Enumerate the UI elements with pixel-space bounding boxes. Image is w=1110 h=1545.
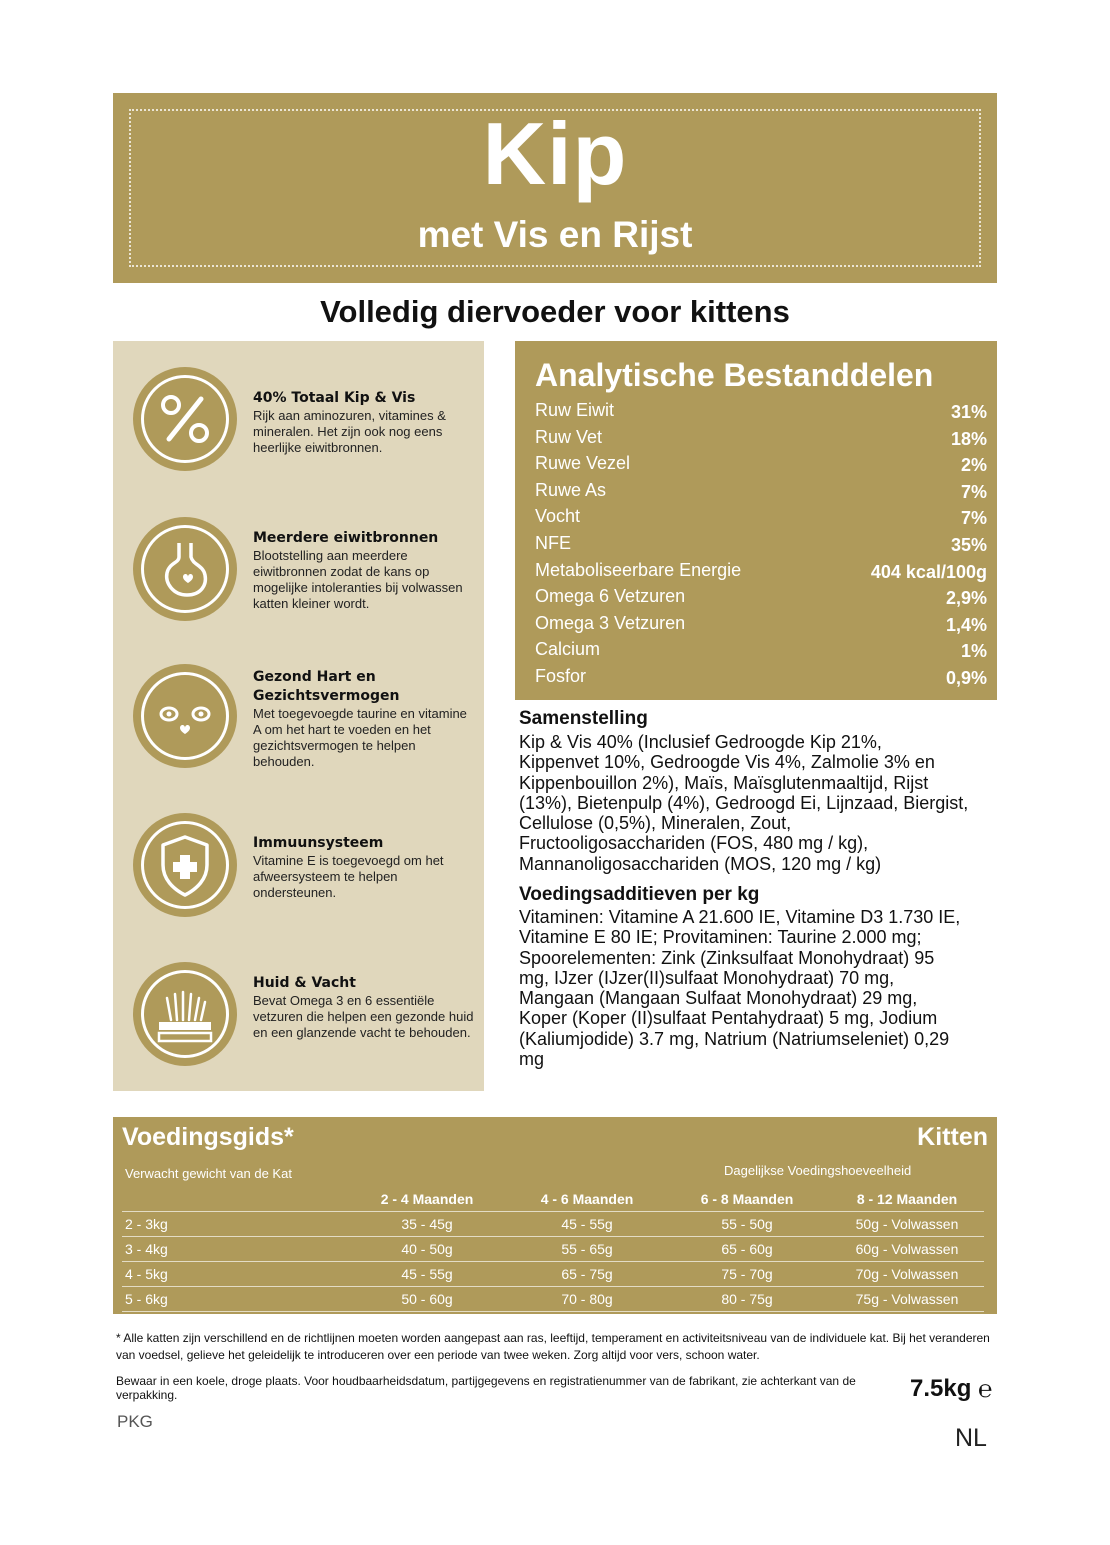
- benefit-item: [113, 813, 484, 923]
- analytic-value: 1%: [960, 641, 987, 662]
- analytic-row: [535, 639, 987, 665]
- guide-row-weight: 5 - 6kg: [125, 1291, 168, 1307]
- percent-icon: [133, 367, 237, 471]
- product-subtitle: met Vis en Rijst: [417, 214, 693, 255]
- additives-line: (Kaliumjodide) 3.7 mg, Natrium (Natriumseleniet) 0,29: [519, 1028, 950, 1049]
- analytic-label: Ruw Vet: [535, 426, 603, 447]
- benefit-item: [113, 517, 484, 627]
- benefit-item: [113, 367, 484, 477]
- analytic-label: NFE: [535, 533, 571, 553]
- additives-line: Vitaminen: Vitamine A 21.600 IE, Vitamine D3 1.730 IE,: [519, 907, 961, 927]
- language-code: NL: [955, 1424, 987, 1452]
- composition-line: Cellulose (0,5%), Mineralen, Zout,: [519, 813, 792, 834]
- benefits-panel: [113, 341, 484, 1091]
- analytic-value: 404 kcal/100g: [870, 561, 987, 582]
- composition-line: Kippenbouillon 2%), Maïs, Maïsglutenmaaltijd, Rijst: [519, 772, 929, 793]
- analytic-label: Ruw Eiwit: [535, 400, 615, 420]
- net-weight: 7.5kg: [910, 1375, 972, 1402]
- analytic-value: 18%: [950, 428, 987, 449]
- shield-cross-icon: [133, 813, 237, 917]
- guide-cell: 75 - 70g: [721, 1266, 773, 1282]
- guide-title: Voedingsgids*: [122, 1123, 294, 1151]
- guide-cell: 40 - 50g: [401, 1241, 453, 1257]
- analytic-label: Fosfor: [535, 666, 587, 686]
- guide-column-header: 4 - 6 Maanden: [540, 1191, 634, 1207]
- analytic-row: [535, 453, 987, 479]
- analytic-label: Vocht: [535, 506, 581, 527]
- guide-column-header: 6 - 8 Maanden: [700, 1191, 794, 1207]
- benefit-item: [113, 664, 484, 774]
- composition-line: Kippenvet 10%, Gedroogde Vis 4%, Zalmolie 3% en: [519, 752, 935, 773]
- composition-line: Mannanoligosacchariden (MOS, 120 mg / kg): [519, 853, 882, 874]
- additives-title: Voedingsadditieven per kg: [519, 884, 760, 905]
- additives-text: [519, 907, 989, 1069]
- guide-cell: 45 - 55g: [401, 1266, 453, 1282]
- guide-expected-label: Verwacht gewicht van de Kat: [125, 1166, 292, 1181]
- analytic-title: Analytische Bestanddelen: [535, 357, 934, 393]
- guide-divider: [122, 1286, 984, 1287]
- analytic-row: [535, 560, 987, 586]
- benefit-title: Gezond Hart en Gezichtsvermogen: [253, 669, 400, 704]
- estimated-sign-icon: ℮: [978, 1375, 993, 1403]
- benefit-item: [113, 962, 484, 1072]
- analytic-row: [535, 533, 987, 559]
- benefit-title: Huid & Vacht: [253, 975, 356, 991]
- guide-cell: 45 - 55g: [561, 1216, 613, 1232]
- benefit-text: Blootstelling aan meerdere eiwitbronnen zodat de kans op mogelijke intoleranties bij volwassen katten kleiner wordt.: [253, 548, 463, 611]
- guide-cell: 55 - 65g: [561, 1241, 613, 1257]
- benefit-title: 40% Totaal Kip & Vis: [253, 390, 416, 406]
- analytic-row: [535, 427, 987, 453]
- guide-row-weight: 2 - 3kg: [125, 1216, 168, 1232]
- guide-column-header: 2 - 4 Maanden: [380, 1191, 474, 1207]
- guide-row-weight: 3 - 4kg: [125, 1241, 168, 1257]
- analytic-label: Omega 3 Vetzuren: [535, 612, 686, 633]
- additives-line: Mangaan (Mangaan Sulfaat Monohydraat) 29 mg,: [519, 988, 918, 1009]
- guide-cell: 50g - Volwassen: [855, 1216, 959, 1232]
- footnote: * Alle katten zijn verschillend en de richtlijnen moeten worden aangepast aan ras, leeftijd, temperament en activiteitsniveau van de individuele kat. Bij het veranderen van voedsel, gelieve het geleidelijk te introduceren over een periode van twee weken. Zorg altijd voor vers, schoon water.: [116, 1331, 990, 1362]
- storage-note: Bewaar in een koele, droge plaats. Voor houdbaarheidsdatum, partijgegevens en registratienummer van de fabrikant, zie achterkant van de verpakking.: [116, 1374, 856, 1402]
- benefit-title: Meerdere eiwitbronnen: [253, 530, 439, 546]
- additives-line: mg: [519, 1049, 545, 1070]
- cat-face-icon: [133, 664, 237, 768]
- analytic-value: 2%: [960, 455, 987, 476]
- analytic-value: 35%: [950, 535, 987, 555]
- analytic-value: 0,9%: [945, 668, 987, 688]
- feeding-guide: [113, 1117, 997, 1314]
- guide-divider: [122, 1261, 984, 1262]
- composition-title: Samenstelling: [519, 708, 648, 729]
- guide-cell: 70 - 80g: [561, 1291, 613, 1307]
- additives-line: Vitamine E 80 IE; Provitaminen: Taurine 2.000 mg;: [519, 927, 922, 948]
- composition-text: [519, 732, 989, 874]
- guide-cell: 55 - 50g: [721, 1216, 773, 1232]
- analytic-row: [535, 613, 987, 639]
- analytic-label: Omega 6 Vetzuren: [535, 586, 686, 607]
- guide-cell: 65 - 60g: [721, 1241, 773, 1257]
- benefit-text: Rijk aan aminozuren, vitamines & mineralen. Het zijn ook nog eens heerlijke eiwitbronnen.: [253, 408, 446, 455]
- guide-cell: 35 - 45g: [401, 1216, 453, 1232]
- analytic-value: 1,4%: [945, 614, 987, 635]
- guide-divider: [122, 1211, 984, 1212]
- guide-row-weight: 4 - 5kg: [125, 1266, 168, 1282]
- analytic-value: 7%: [960, 481, 987, 502]
- analytic-row: [535, 666, 987, 692]
- tagline: Volledig diervoeder voor kittens: [320, 294, 790, 329]
- guide-column-header: 8 - 12 Maanden: [856, 1191, 958, 1207]
- additives-line: Spoorelementen: Zink (Zinksulfaat Monohydraat) 95: [519, 947, 935, 968]
- additives-line: Koper (Koper (II)sulfaat Pentahydraat) 5 mg, Jodium: [519, 1008, 938, 1029]
- analytic-value: 31%: [950, 402, 987, 422]
- guide-cell: 80 - 75g: [721, 1291, 773, 1307]
- composition-line: (13%), Bietenpulp (4%), Gedroogd Ei, Lijnzaad, Biergist,: [519, 792, 969, 813]
- analytic-label: Ruwe Vezel: [535, 453, 631, 474]
- guide-cell: 50 - 60g: [401, 1291, 453, 1307]
- guide-cell: 60g - Volwassen: [855, 1241, 959, 1257]
- analytic-row: [535, 506, 987, 532]
- analytic-label: Metaboliseerbare Energie: [535, 559, 742, 580]
- analytic-value: 7%: [960, 508, 987, 529]
- analytic-value: 2,9%: [945, 588, 987, 609]
- analytic-row: [535, 480, 987, 506]
- analytic-label: Ruwe As: [535, 479, 607, 500]
- benefit-text: Met toegevoegde taurine en vitamine A om het hart te voeden en het gezichtsvermogen te helpen behouden.: [253, 706, 467, 769]
- product-title: Kip: [482, 104, 628, 203]
- composition-line: Kip & Vis 40% (Inclusief Gedroogde Kip 21%,: [519, 732, 882, 752]
- benefit-text: Bevat Omega 3 en 6 essentiële vetzuren die helpen een gezonde huid en een glanzende vacht te behouden.: [253, 993, 474, 1040]
- guide-target: Kitten: [917, 1123, 988, 1151]
- guide-cell: 70g - Volwassen: [855, 1266, 959, 1282]
- composition-line: Fructooligosacchariden (FOS, 480 mg / kg),: [519, 833, 869, 854]
- pkg-label: PKG: [117, 1412, 153, 1431]
- guide-divider: [122, 1236, 984, 1237]
- guide-cell: 75g - Volwassen: [855, 1291, 959, 1307]
- analytic-row: [535, 400, 987, 426]
- additives-line: mg, IJzer (IJzer(II)sulfaat Monohydraat) 70 mg,: [519, 967, 895, 988]
- benefit-text: Vitamine E is toegevoegd om het afweersysteem te helpen ondersteunen.: [253, 853, 444, 900]
- analytic-row: [535, 586, 987, 612]
- guide-cell: 65 - 75g: [561, 1266, 613, 1282]
- benefit-title: Immuunsysteem: [253, 835, 384, 851]
- skin-hair-icon: [133, 962, 237, 1066]
- guide-daily-label: Dagelijkse Voedingshoeveelheid: [724, 1163, 912, 1178]
- analytic-panel: [515, 341, 997, 700]
- analytic-label: Calcium: [535, 639, 601, 660]
- guide-divider: [122, 1311, 984, 1312]
- stomach-heart-icon: [133, 517, 237, 621]
